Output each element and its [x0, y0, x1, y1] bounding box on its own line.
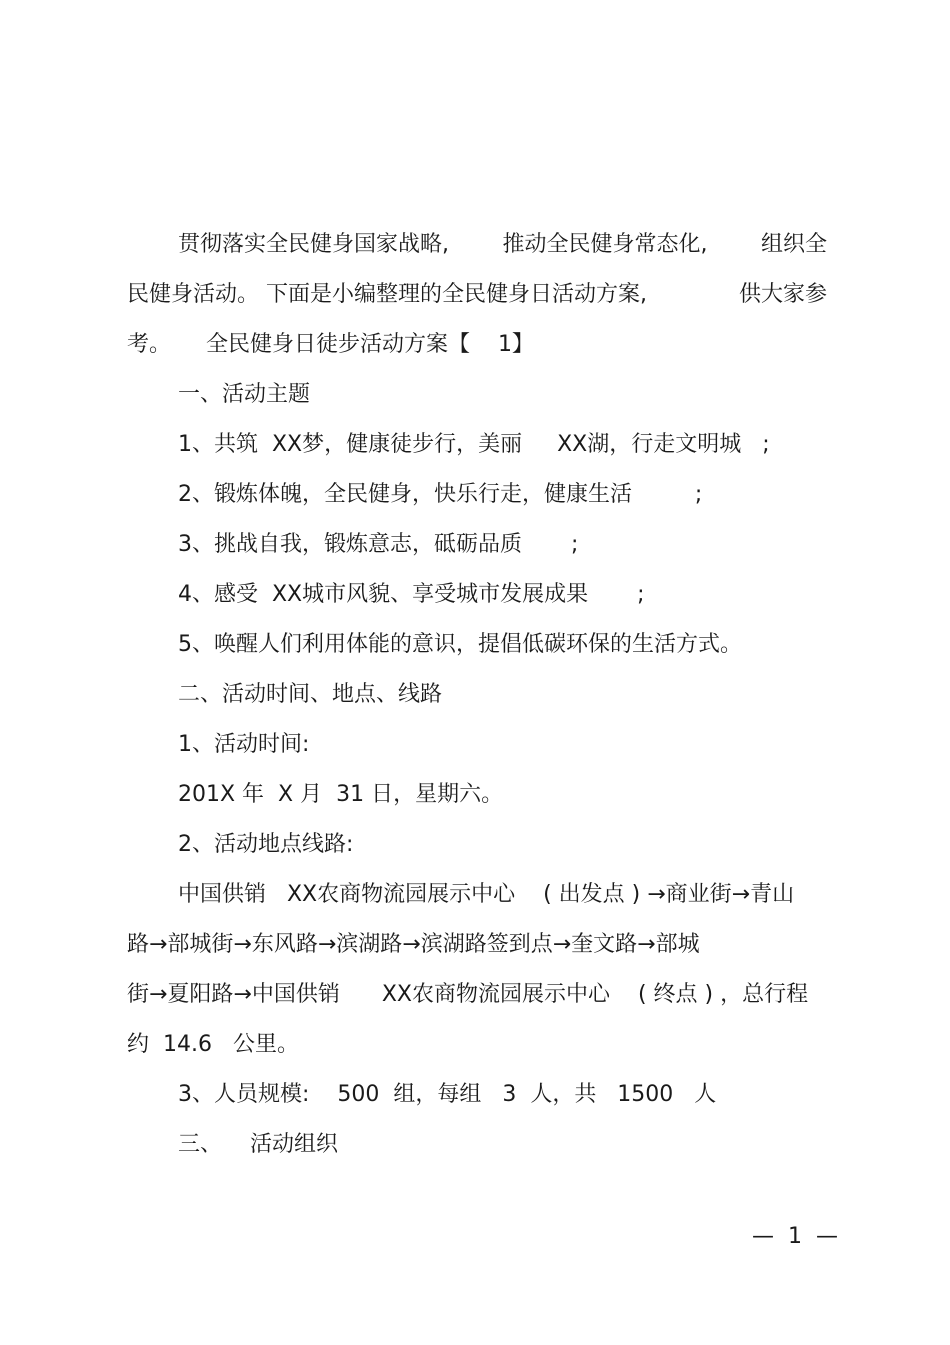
section-1-heading: 一、活动主题 [178, 382, 311, 407]
theme-item-4: 4、感受 XX城市风貌、享受城市发展成果 ; [178, 582, 645, 607]
section-2-heading: 二、活动时间、地点、线路 [178, 682, 443, 707]
theme-item-2: 2、锻炼体魄，全民健身，快乐行走，健康生活 ; [178, 482, 703, 507]
intro-line2-part1: 民健身活动。 下面是小编整理的全民健身日活动方案, [127, 282, 647, 307]
route-line-1 [178, 880, 827, 910]
section-3-heading: 三、 活动组织 [178, 1132, 338, 1157]
time-label: 1、活动时间: [178, 732, 310, 757]
intro-paragraph-line-1 [178, 230, 827, 260]
scale-line: 3、人员规模: 500 组，每组 3 人，共 1500 人 [178, 1082, 717, 1107]
route-label: 2、活动地点线路: [178, 832, 354, 857]
intro-paragraph-line-2 [127, 280, 827, 310]
route-line-2: 路→部城街→东风路→滨湖路→滨湖路签到点→奎文路→部城 [127, 932, 700, 957]
intro-line2-part2: 供大家参 [738, 282, 827, 307]
page-number: — 1 — [752, 1224, 838, 1249]
route-line-4: 约 14.6 公里。 [127, 1032, 299, 1057]
theme-item-5: 5、唤醒人们利用体能的意识，提倡低碳环保的生活方式。 [178, 632, 742, 657]
intro-paragraph-line-3: 考。 全民健身日徒步活动方案【 1】 [127, 332, 534, 357]
intro-line1-part2: 推动全民健身常态化, [502, 232, 708, 257]
route-line3-text: 街→夏阳路→中国供销 XX农商物流园展示中心 ( 终点 ) ，总行程 [127, 982, 809, 1007]
theme-item-3: 3、挑战自我，锻炼意志，砥砺品质 ; [178, 532, 579, 557]
intro-line1-part3: 组织全 [760, 232, 827, 257]
theme-item-1: 1、共筑 XX梦，健康徒步行，美丽 XX湖，行走文明城 ; [178, 432, 770, 457]
route-line1-text: 中国供销 XX农商物流园展示中心 ( 出发点 ) →商业街→青山 [178, 882, 795, 907]
route-line-3 [127, 980, 827, 1010]
intro-line1-part1: 贯彻落实全民健身国家战略, [178, 232, 449, 257]
time-value: 201X 年 X 月 31 日，星期六。 [178, 782, 504, 807]
